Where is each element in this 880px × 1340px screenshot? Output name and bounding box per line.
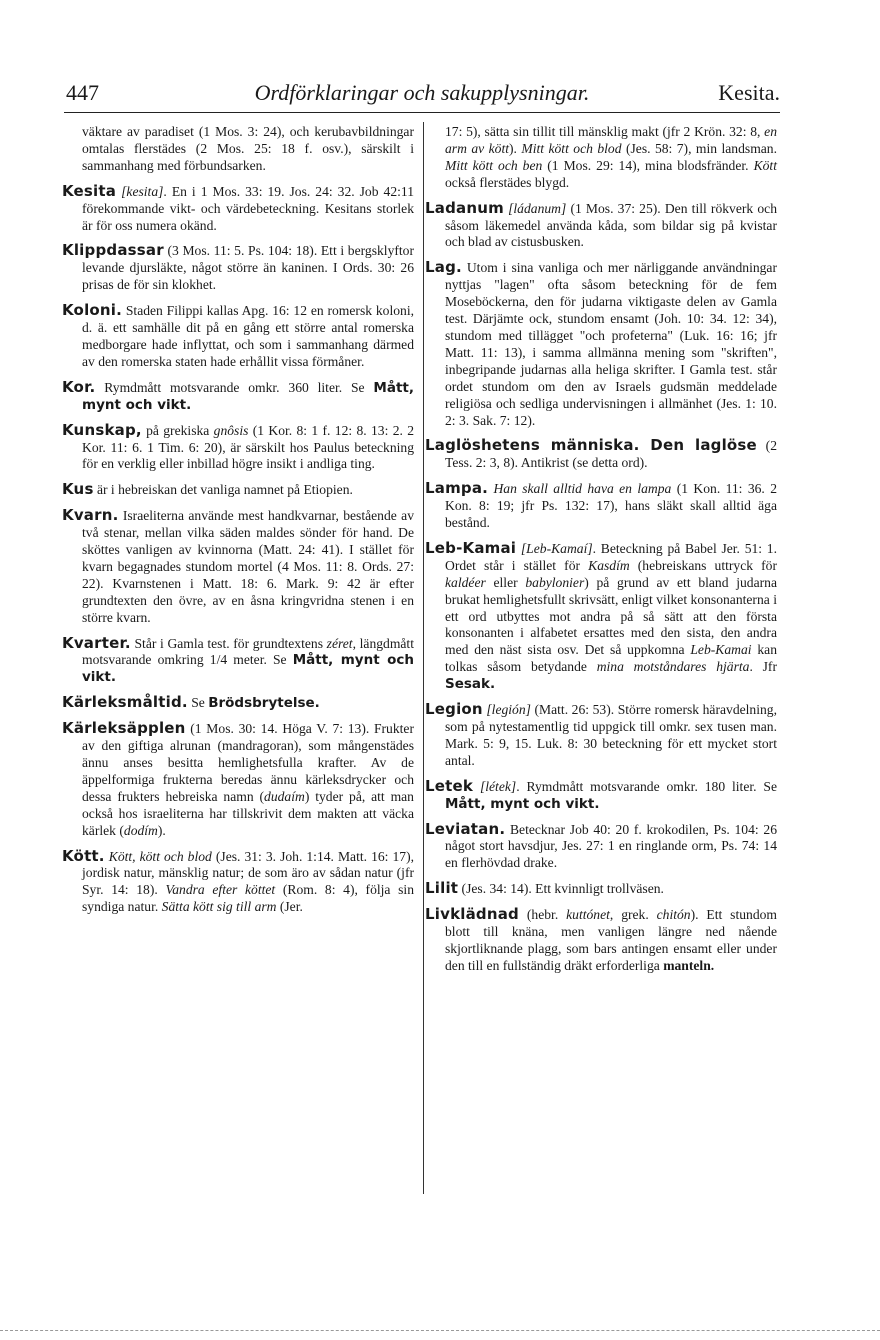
entry-text: Betecknar Job 40: 20 f. krokodilen, Ps. 104: 26 något stort havsdjur, Jes. 27: 1 en ringlande orm, Ps. 74: 14 en flerhövdad drake. [445, 821, 777, 871]
entry-letek [425, 778, 777, 813]
headword: Kvarn. [62, 506, 119, 525]
page-number: 447 [66, 80, 99, 105]
headword: Kus [62, 480, 94, 499]
entry-text: (1 Mos. 30: 14. Höga V. 7: 13). Frukter av den giftiga alrunan (mandragoran), som mångenstädes ännu anses besitta hemlighetsfulla krafter. Av de äppelformiga frukterna beredas ännu kärleksdrycker och dessa frukters hebreiska namn ( [82, 721, 414, 804]
entry-text: (1 Mos. 37: 25). Den till rökverk och såsom läkemedel använda kåda, som bildar sig på kvistar och blad av cistusbusken. [445, 200, 777, 250]
entry-klippdassar [62, 242, 414, 294]
entry-lilit [425, 880, 777, 898]
entry-text: 17: 5), sätta sin tillit till mänsklig makt (jfr 2 Krön. 32: 8, [445, 124, 765, 139]
headword: Kärleksmåltid. [62, 693, 188, 712]
headword: Letek [425, 776, 474, 795]
entry-text: , grek. [609, 907, 657, 923]
entry-text: (Jes. 58: 7), min landsman. [621, 140, 777, 156]
entry-text: Rymdmått motsvarande omkr. 360 liter. Se [95, 379, 374, 395]
entry-karleksapplen [62, 720, 414, 839]
entry-continuation [425, 124, 777, 192]
headword: Kärleksäpplen [62, 719, 186, 738]
greek-term: chitón [656, 907, 691, 923]
headword: Lilit [425, 879, 459, 898]
entry-ladanum [425, 200, 777, 252]
entry-text: på grekiska [141, 422, 214, 438]
entry-kesita [62, 183, 414, 235]
cross-reference: Mått, mynt och vikt. [82, 379, 414, 413]
entry-text: (Jer. [276, 899, 303, 915]
phrase: babylonier [525, 574, 585, 590]
entry-text: . Rymdmått motsvarande omkr. 180 liter. Se [516, 778, 777, 794]
hebrew-term: kuttónet [566, 907, 610, 923]
entry-text: (1 Kon. 11: 36. 2 Kon. 8: 19; jfr Ps. 132: 17), hans släkt skall alltid äga bestånd. [445, 481, 777, 531]
page-edge [0, 1330, 880, 1331]
entry-text: ). [509, 140, 522, 156]
headword: Laglöshetens människa. Den laglöse [425, 436, 757, 455]
entry-karleksmaltid [62, 694, 414, 712]
phrase: mina motståndares hjärta [596, 659, 750, 675]
entry-text: (Matt. 26: 53). Större romersk häravdelning, som på nytestamentlig tid uppgick till omkr. sex tusen man. Mark. 5: 9, 15. Luk. 8: 30 beteckning för ett mycket stort antal. [445, 702, 777, 768]
entry-kott [62, 848, 414, 917]
phrase: Kött [753, 157, 777, 173]
entry-lebkamai [425, 540, 777, 693]
entry-text: (Rom. 8: 4), följa sin syndiga natur. [82, 882, 414, 915]
hebrew-term: zéret [326, 635, 353, 651]
entry-laglosheten [425, 437, 777, 472]
pronunciation: [létek] [479, 778, 517, 794]
phrase: kaldéer [445, 574, 486, 590]
headword: Lag. [425, 258, 462, 277]
headword: Kvarter. [62, 633, 131, 652]
hebrew-term: dudaím [264, 788, 305, 804]
entry-text: Staden Filippi kallas Apg. 16: 12 en romersk koloni, d. ä. ett samhälle dit på en gång ett större antal romerska medborgare hade inflyttat, och som i sammanhang därmed av den romerska staten hade erhållit vissa förmåner. [82, 303, 414, 369]
entry-text: Israeliterna använde mest handkvarnar, bestående av två stenar, mellan vilka säden maldes sönder för hand. De sköttes vanligen av kvinnorna (Matt. 24: 41). I stället för kvarn begagnades stundom mortel (4 Mos. 11: 8. Ords. 27: 22). Kvarnstenen i Matt. 18: 6. Mark. 9: 42 är efter grundtexten den övre, av en åsna kringvridna stenen i en större kvarn. [82, 508, 414, 625]
entry-koloni [62, 302, 414, 371]
phrase: Kasdím [588, 557, 630, 573]
entry-text: (hebr. [519, 907, 567, 923]
phrase: Han skall alltid hava en lampa [493, 481, 672, 497]
cross-reference: Mått, mynt och vikt. [445, 795, 600, 812]
entry-text: väktare av paradiset (1 Mos. 3: 24), och kerubavbildningar omtalas flerstädes (2 Mos. 25: 18 f. osv.), särskilt i sammanhang med förbundsarken. [82, 124, 414, 173]
page-header [64, 78, 780, 114]
phrase: Vandra efter köttet [165, 882, 276, 898]
phrase: Mitt kött och ben [445, 157, 543, 173]
entry-lag [425, 259, 777, 429]
entry-text: kan tolkas såsom betydande [445, 642, 777, 675]
cross-reference: Brödsbrytelse. [208, 695, 320, 712]
entry-kor [62, 379, 414, 414]
right-column [425, 124, 777, 983]
headword: Kunskap, [62, 420, 142, 439]
headword: Lampa. [425, 479, 489, 498]
pronunciation: [Leb-Kamaí] [520, 540, 593, 556]
left-column [62, 124, 414, 924]
headword: Leb-Kamai [425, 538, 517, 557]
entry-text: (Jes. 31: 3. Joh. 1:14. Matt. 16: 17), jordisk natur, mänsklig natur; de som äro av sådan natur (jfr Syr. 14: 18). [82, 848, 414, 898]
entry-text: (2 Tess. 2: 3, 8). Antikrist (se detta ord). [445, 438, 777, 471]
phrase: Kött, kött och blod [108, 848, 212, 864]
entry-text: , längdmått motsvarande omkring 1/4 meter. Se [82, 635, 414, 668]
running-title: Ordförklaringar och sakupplysningar. [254, 80, 590, 105]
cross-reference: Sesak. [445, 676, 496, 693]
entry-text: (Jes. 34: 14). Ett kvinnligt trollväsen. [458, 881, 664, 897]
entry-continuation [62, 124, 414, 175]
headword: Koloni. [62, 301, 123, 320]
pronunciation: [ládanum] [508, 200, 567, 216]
entry-text: Utom i sina vanliga och mer närliggande användningar nyttjas "lagen" ofta såsom beteckning för de fem Moseböckerna, den för judarna viktigaste delen av Gamla test. Därjämte ock, stundom ensamt (Joh. 10: 34. 12: 34), stundom med tillägget "och profeterna" (Luk. 16: 16; jfr Matt. 11: 13), i samma allmänna mening som "skriften", inbegripande judarnas alla heliga skrifter. I Gamla test. står ordet stundom om den av Israels gudsmän meddelade religiösa och sedliga undervisningen i allmänhet (Jes. 1: 10. 2: 3. Sak. 7: 12). [445, 260, 777, 428]
greek-term: gnôsis [213, 422, 249, 438]
headword: Leviatan. [425, 819, 506, 838]
phrase: Leb-Kamai [690, 642, 752, 658]
pronunciation: [kesita] [121, 183, 164, 199]
entry-text: eller [485, 574, 526, 590]
entry-text: . Beteckning på Babel Jer. 51: 1. Ordet står i stället för [445, 540, 777, 573]
phrase: Mitt kött och blod [521, 140, 622, 156]
catchword: Kesita. [718, 80, 780, 105]
entry-text: ). Ett stundom blott till knäna, men vanligen längre ned nående skjortliknande plagg, som bars antingen ensamt eller under den till en fullständig dräkt erforderliga [445, 907, 777, 973]
headword: Kor. [62, 377, 96, 396]
entry-text: (1 Mos. 29: 14), mina blodsfränder. [542, 157, 754, 173]
entry-text: (3 Mos. 11: 5. Ps. 104: 18). Ett i bergsklyftor levande djursläkte, något större än kaninen. I Ords. 30: 26 prisas de för sin klokhet. [82, 243, 414, 293]
entry-leviatan [425, 821, 777, 873]
headword: Livklädnad [425, 905, 519, 924]
entry-text: . En i 1 Mos. 33: 19. Jos. 24: 32. Job 42:11 förekommande vikt- och värdebeteckning. Kesitans storlek är för oss numera okänd. [82, 183, 414, 233]
entry-livkladnad [425, 906, 777, 975]
entry-text: (1 Kor. 8: 1 f. 12: 8. 13: 2. 2 Kor. 11: 6. 1 Tim. 6: 20), är särskilt hos Paulus beteckning för en verklig eller inbillad högre insikt i andliga ting. [82, 422, 415, 472]
entry-text: Står i Gamla test. för grundtextens [130, 635, 327, 651]
column-divider [423, 122, 424, 1194]
entry-text: ). [157, 822, 166, 838]
cross-reference: Mått, mynt och vikt. [82, 652, 414, 686]
entry-kus [62, 481, 414, 499]
phrase: Sätta kött sig till arm [161, 899, 277, 915]
entry-kunskap [62, 422, 414, 474]
entry-text: ) tyder på, att man också hos israeliterna har tillskrivit dem makten att väcka kärlek ( [82, 788, 414, 838]
bold-term: manteln. [663, 957, 715, 973]
pronunciation: [legión] [486, 702, 531, 718]
headword: Klippdassar [62, 241, 164, 260]
entry-text: också flerstädes blygd. [445, 174, 570, 190]
headword: Ladanum [425, 198, 504, 217]
headword: Legion [425, 700, 483, 719]
entry-text: . Jfr [749, 659, 777, 675]
entry-text: ) på grund av ett bland judarna brukat hemlighetsfullt skrivsätt, enligt vilket konsonanterna i ett ord utbyttes mot andra på så sätt att den första konsonanten i alfabetet ersattes med den sista, den andra med den näst sista osv. Det så uppkomna [445, 574, 777, 658]
entry-legion [425, 701, 777, 770]
entry-text: är i hebreiskan det vanliga namnet på Etiopien. [93, 482, 353, 498]
phrase: en arm av kött [445, 124, 777, 156]
headword: Kesita [62, 181, 117, 200]
entry-lampa [425, 480, 777, 532]
hebrew-term: dodím [123, 822, 158, 838]
headword: Kött. [62, 846, 105, 865]
entry-text: Se [187, 695, 209, 711]
header-rule [64, 112, 780, 113]
entry-kvarter [62, 635, 414, 687]
entry-text: (hebreiskans uttryck för [629, 557, 777, 573]
entry-kvarn [62, 507, 414, 626]
